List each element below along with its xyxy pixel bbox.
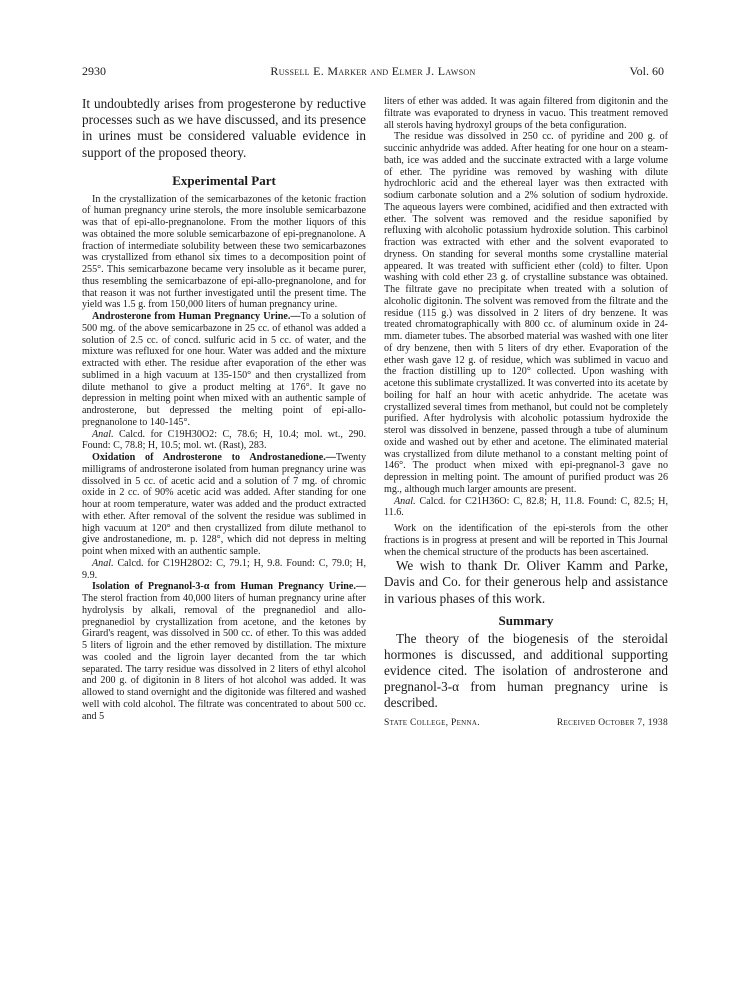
paragraph-isolation: [82, 581, 366, 722]
left-column: [82, 96, 366, 722]
acknowledgement-block: [384, 558, 668, 607]
anal-label: Anal.: [394, 495, 416, 507]
acknowledgement-paragraph: We wish to thank Dr. Oliver Kamm and Parke, Davis and Co. for their generous help and assistance in various phases of this work.: [384, 558, 668, 606]
runin-title-isolation: Isolation of Pregnanol-3-α from Human Pregnancy Urine.—: [92, 581, 366, 593]
oxidation-body: Twenty milligrams of androsterone isolated from human pregnancy urine was dissolved in 5 cc. of acetic acid and a solution of 7 mg. of chromic oxide in 2 cc. of 90% acetic acid was added. After standing for one hour at room temperature, water was added and the product extracted with ether. After removal of the solvent the residue was sublimed in high vacuum at 120° and then crystallized from dilute methanol to give androstanedione, m. p. 128°, which did not depress in melting point when mixed with an authentic sample.: [82, 452, 366, 558]
paragraph-future-work: Work on the identification of the epi-sterols from the other fractions is in progress at present and will be reported in This Journal when the chemical structure of the products has been ascertained.: [384, 523, 668, 558]
runin-title-androsterone: Androsterone from Human Pregnancy Urine.—: [92, 311, 301, 323]
received-date: Received October 7, 1938: [556, 717, 668, 728]
runin-title-oxidation: Oxidation of Androsterone to Androstanedione.—: [92, 452, 336, 464]
intro-paragraph-block: [82, 96, 366, 161]
summary-paragraph: The theory of the biogenesis of the steroidal hormones is discussed, and additional supporting evidence cited. The isolation of androsterone and pregnanol-3-α from human pregnancy urine is described.: [384, 630, 668, 711]
running-header: [82, 64, 664, 80]
androsterone-body: To a solution of 500 mg. of the above semicarbazone in 25 cc. of ethanol was added a solution of 2.5 cc. of concd. sulfuric acid in 5 cc. of water, and the mixture was refluxed for one hour. Water was added and the mixture extracted with ether. The residue after evaporation of the ether was sublimed in a high vacuum at 135-150° and then crystallized from dilute methanol to give a product melting at 176°. It gave no depression in melting point when mixed with an authentic sample of androsterone, but depressed the melting point of epi-allo-pregnanolone to 140-145°.: [82, 311, 367, 428]
analysis-pregnanol: [384, 496, 668, 520]
article-footer: [384, 718, 668, 730]
anal-label: Anal.: [92, 428, 114, 440]
affiliation-location: State College, Penna.: [384, 717, 480, 728]
summary-block: [384, 631, 668, 712]
anal-body: Calcd. for C19H30O2: C, 78.6; H, 10.4; mol. wt., 290. Found: C, 78.8; H, 10.5; mol. wt. (Rast), 283.: [82, 428, 366, 452]
paragraph-oxidation: [82, 452, 366, 558]
anal-label: Anal.: [92, 557, 114, 569]
volume-label: Vol. 60: [629, 64, 664, 78]
page-number: 2930: [82, 64, 106, 78]
paragraph-residue: The residue was dissolved in 250 cc. of pyridine and 200 g. of succinic anhydride was added. After heating for one hour on a steam-bath, ice was added and the succinate extracted with a large volume of ether. The pyridine was removed by washing with dilute hydrochloric acid and the ethereal layer was then extracted with sodium carbonate solution and a 2% solution of sodium hydroxide. The aqueous layers were combined, acidified and then extracted with ether. The solvent was removed and the residue saponified by refluxing with alcoholic potassium hydroxide solution. This carbinol fraction was extracted with ether and the solvent evaporated to dryness. On standing for several months some crystalline material appeared. It was treated with sufficient ether (cold) to filter. Upon washing with cold ether 23 g. of crystalline substance was obtained. The filtrate gave no precipitate when treated with a solution of alcoholic digitonin. The solvent was removed from the filtrate and the residue (115 g.) was dissolved in 2 liters of dry benzene. It was treated chromatographically with 800 cc. of aluminum oxide in 24-mm. diameter tubes. The absorbed material was washed with one liter of dry benzene, then with 5 liters of dry ether. Evaporation of the ether wash gave 12 g. of residue, which was sublimed in vacuo and the fraction distilling up to 120° collected. Upon washing with acetone this sublimate crystallized. It was converted into its acetate by boiling for half an hour with acetic anhydride. The acetate was crystallized several times from methanol, but could not be completely purified. After hydrolysis with alcoholic potassium hydroxide the sterol was dissolved in benzene, passed through a tube of aluminum oxide and washed out by ether and acetone. The eliminated material was crystallized from dilute methanol to a constant melting point of 146°. The product when mixed with epi-pregnanol-3 gave no depression in melting point. The amount of purified product was 26 mg., although much larger amounts are present.: [384, 131, 668, 495]
section-heading-experimental: Experimental Part: [172, 172, 276, 188]
anal-body: Calcd. for C19H28O2: C, 79.1; H, 9.8. Found: C, 79.0; H, 9.9.: [82, 557, 366, 581]
analysis-androsterone: [82, 429, 366, 453]
isolation-body: The sterol fraction from 40,000 liters of human pregnancy urine after hydrolysis by alkali, removal of the pregnanediol and allo-pregnanediol by crystallization from acetone, and the ketones by Girard's reagent, was dissolved in 500 cc. of ether. To this was added 5 liters of ligroin and the ether removed by distillation. The mixture was cooled and the ligroin layer decanted from the tar which separated. The tarry residue was dissolved in 2 liters of ethyl alcohol and 200 g. of digitonin in 8 liters of hot alcohol was added. It was allowed to stand overnight and the digitonide was filtered and washed well with cold alcohol. The filtrate was concentrated to about 500 cc. and 5: [82, 593, 366, 722]
paragraph-continued: liters of ether was added. It was again filtered from digitonin and the filtrate was evaporated to dryness in vacuo. This treatment removed all sterols having hydroxyl groups of the beta configuration.: [384, 96, 668, 131]
paragraph-semicarbazones: In the crystallization of the semicarbazones of the ketonic fraction of human pregnancy urine sterols, the more insoluble semicarbazone was that of epi-allo-pregnanolone. From the mother liquors of this was obtained the more soluble semicarbazone of epi-pregnanolone. A fraction of intermediate solubility between these two semicarbazones was crystallized from ethanol six times to a decomposition point of 255°. This semicarbazone became very insoluble as it became purer, thus resembling the semicarbazone of epi-allo-pregnanolone, and for that reason it was not further investigated until the present time. The yield was 1.5 g. from 150,000 liters of human pregnancy urine.: [82, 193, 366, 311]
analysis-androstanedione: [82, 558, 366, 582]
intro-paragraph: It undoubtedly arises from progesterone by reductive processes such as we have discussed, and its presence in urines must be considered valuable evidence in support of the proposed theory.: [82, 96, 366, 160]
running-authors: Russell E. Marker and Elmer J. Lawson: [270, 64, 476, 78]
section-heading-summary: Summary: [498, 612, 554, 628]
anal-body: Calcd. for C21H36O: C, 82.8; H, 11.8. Found: C, 82.5; H, 11.6.: [384, 495, 668, 519]
right-column: [384, 96, 668, 729]
paragraph-androsterone: [82, 311, 366, 429]
